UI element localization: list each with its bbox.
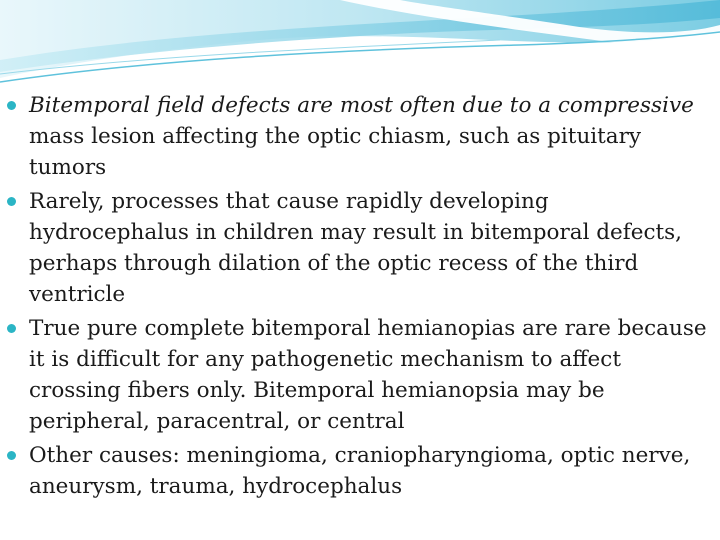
bullet-item-2 — [0, 186, 720, 310]
bullet-text: Rarely, processes that cause rapidly developing hydrocephalus in children may result in bitemporal defects, perhaps through dilation of the optic recess of the third ventricle — [29, 189, 682, 307]
bullet-item-1 — [0, 90, 720, 183]
bullet-item-3 — [0, 313, 720, 437]
bullet-dot-icon — [7, 324, 16, 333]
bullet-italic-text: Bitemporal field defects are most often due to a compressive — [29, 93, 694, 118]
bullet-dot-icon — [7, 451, 16, 460]
bullet-dot-icon — [7, 101, 16, 110]
bullet-list — [0, 90, 720, 505]
bullet-text: mass lesion affecting the optic chiasm, such as pituitary tumors — [29, 124, 642, 180]
bullet-text: Other causes: meningioma, craniopharyngioma, optic nerve, aneurysm, trauma, hydrocephalus — [29, 443, 691, 499]
bullet-dot-icon — [7, 197, 16, 206]
bullet-item-4 — [0, 440, 720, 502]
bullet-text: True pure complete bitemporal hemianopias are rare because it is difficult for any pathogenetic mechanism to affect crossing fibers only. Bitemporal hemianopsia may be peripheral, paracentral, or central — [29, 316, 707, 434]
